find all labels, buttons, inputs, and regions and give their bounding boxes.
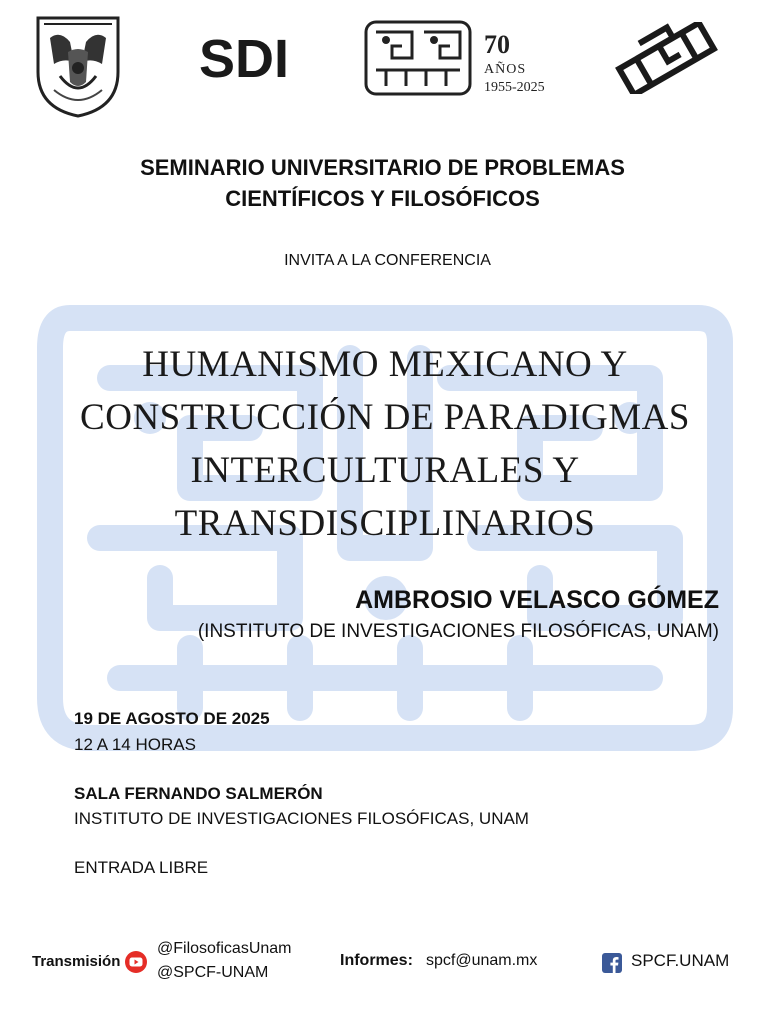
lecture-title-line: CONSTRUCCIÓN DE PARADIGMAS — [80, 397, 690, 438]
info-label: Informes: — [340, 952, 413, 969]
anniversary-years: 1955-2025 — [484, 80, 545, 95]
stream-label: Transmisión — [32, 953, 121, 970]
facebook-page-link[interactable]: SPCF.UNAM — [631, 951, 730, 970]
glyph-icon — [362, 18, 474, 98]
event-institute: INSTITUTO DE INVESTIGACIONES FILOSÓFICAS, UNAM — [74, 809, 529, 828]
facebook-icon[interactable] — [602, 953, 622, 973]
youtube-icon[interactable] — [124, 950, 148, 974]
invite-text: INVITA A LA CONFERENCIA — [284, 252, 491, 269]
anniversary-word: AÑOS — [484, 62, 527, 77]
stream-handle-link[interactable]: @SPCF-UNAM — [157, 964, 269, 981]
iif-emblem-icon — [610, 22, 722, 94]
anniversary-logo — [362, 18, 562, 98]
event-hours: 12 A 14 HORAS — [74, 735, 196, 754]
lecture-title-line: TRANSDISCIPLINARIOS — [174, 503, 596, 544]
svg-text:SDI: SDI — [198, 30, 290, 86]
speaker-affiliation: (INSTITUTO DE INVESTIGACIONES FILOSÓFICAS, UNAM) — [197, 621, 719, 642]
sdi-logo — [186, 30, 302, 86]
event-room: SALA FERNANDO SALMERÓN — [74, 784, 323, 803]
unam-shield-icon — [30, 12, 126, 120]
speaker-name: AMBROSIO VELASCO GÓMEZ — [355, 586, 719, 614]
lecture-title-line: INTERCULTURALES Y — [190, 450, 580, 491]
anniversary-number: 70 — [484, 30, 510, 59]
event-date: 19 DE AGOSTO DE 2025 — [74, 709, 270, 728]
seminar-title-line-1: SEMINARIO UNIVERSITARIO DE PROBLEMAS — [140, 155, 625, 180]
lecture-title — [40, 338, 730, 550]
seminar-title-line-2: CIENTÍFICOS Y FILOSÓFICOS — [225, 186, 540, 211]
entry-note: ENTRADA LIBRE — [74, 858, 209, 877]
lecture-title-line: HUMANISMO MEXICANO Y — [142, 344, 628, 385]
info-email-link[interactable]: spcf@unam.mx — [426, 952, 538, 969]
stream-handle-link[interactable]: @FilosoficasUnam — [157, 940, 292, 957]
